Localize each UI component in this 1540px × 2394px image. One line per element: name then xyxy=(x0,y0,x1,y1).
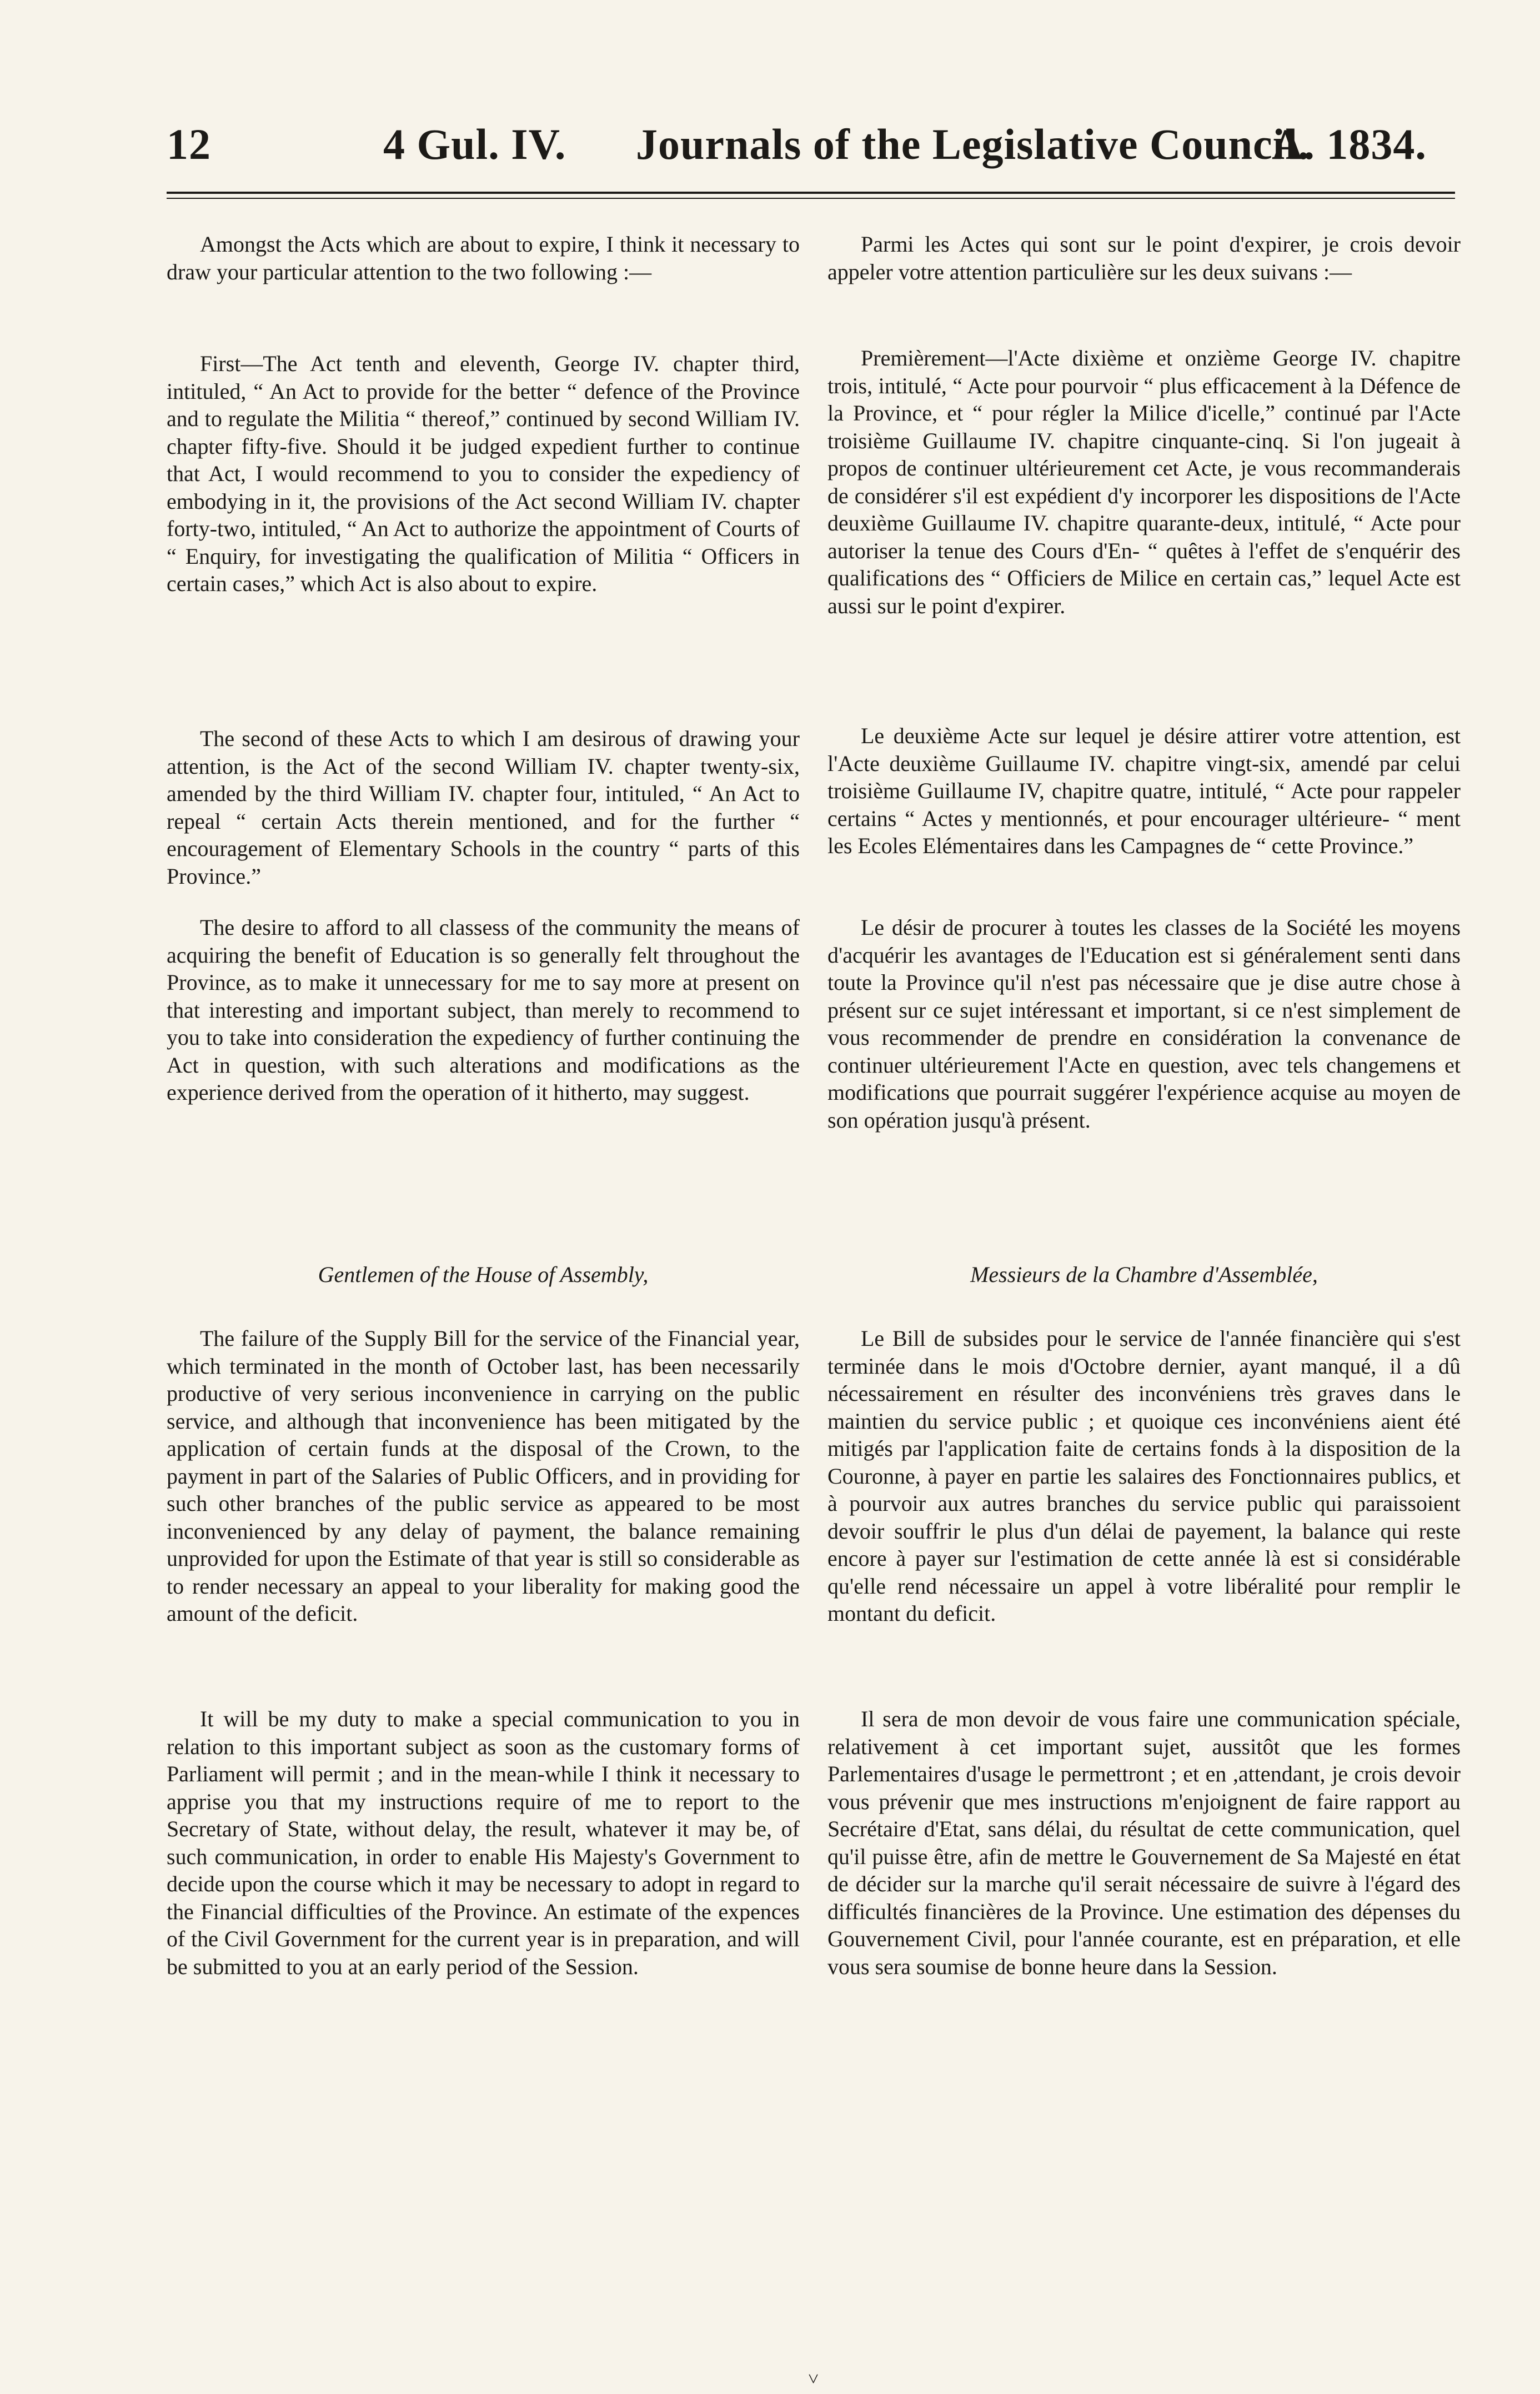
fr-paragraph-education: Le désir de procurer à toutes les classes de la Société les moyens d'acquérir les avantages de l'Education est si généralement senti dans toute la Province qu'il n'est pas nécessaire que je dise autre chose à présent sur ce sujet intéressant et important, si ce n'est simplement de vous recommender de prendre en considération la convenance de continuer ultérieurement l'Acte en question, avec tels changemens et modifications que pourrait suggérer l'expérience acquise au moyen de son opération jusqu'à présent. xyxy=(827,915,1461,1133)
fr-paragraph-schools-act: Le deuxième Acte sur lequel je désire attirer votre attention, est l'Acte deuxième Guillaume IV. chapitre vingt-six, amendé par celui troisième Guillaume IV, chapitre quatre, intitulé, “ Acte pour rappeler certains “ Actes y mentionnés, et pour encourager ultérieure- “ ment les Ecoles Elémentaires dans les Campagnes de “ cette Province.” xyxy=(827,723,1461,858)
en-paragraph-schools-act: The second of these Acts to which I am desirous of drawing your attention, is the Act of the second William IV. chapter twenty-six, amended by the third William IV. chapter four, intituled, “ An Act to repeal “ certain Acts therein mentioned, and for the further “ encouragement of Elementary Schools in the country “ parts of this Province.” xyxy=(167,726,800,889)
fr-paragraph-expiring-acts: Parmi les Actes qui sont sur le point d'expirer, je crois devoir appeler votre attention particulière sur les deux suivans :— xyxy=(827,232,1461,284)
header-rule-thin xyxy=(167,198,1455,199)
printer-mark: ˅ xyxy=(808,2369,819,2390)
page-header xyxy=(167,119,1455,181)
journal-title: Journals of the Legislative Council. xyxy=(636,120,1310,168)
en-paragraph-militia-act: First—The Act tenth and eleventh, George IV. chapter third, intituled, “ An Act to provide for the better “ defence of the Province and to regulate the Militia “ thereof,” continued by second William IV. chapter fifty-five. Should it be judged expedient further to continue that Act, I would recommend to you to consider the expediency of embodying in it, the provisions of the Act second William IV. chapter forty-two, intituled, “ An Act to authorize the appointment of Courts of “ Enquiry, for investigating the qualification of Militia “ Officers in certain cases,” which Act is also about to expire. xyxy=(167,351,800,596)
calendar-year: A. 1834. xyxy=(1272,120,1427,168)
page-number: 12 xyxy=(167,120,211,168)
en-paragraph-special-communication: It will be my duty to make a special communication to you in relation to this important subject as soon as the customary forms of Parliament will permit ; and in the mean-while I think it necessary to apprise you that my instructions require of me to report to the Secretary of State, without delay, the result, whatever it may be, of such communication, in order to enable His Majesty's Government to decide upon the course which it may be necessary to adopt in regard to the Financial difficulties of the Province. An estimate of the expences of the Civil Government for the current year is in preparation, and will be submitted to you at an early period of the Session. xyxy=(167,1706,800,1979)
en-paragraph-expiring-acts: Amongst the Acts which are about to expire, I think it necessary to draw your particular attention to the two following :— xyxy=(167,232,800,284)
en-heading-house-of-assembly: Gentlemen of the House of Assembly, xyxy=(318,1262,649,1287)
fr-paragraph-militia-act: Premièrement—l'Acte dixième et onzième George IV. chapitre trois, intitulé, “ Acte pour pourvoir “ plus efficacement à la Défence de la Province, et “ pour régler la Milice d'icelle,” continué par l'Acte troisième Guillaume IV. chapitre cinquante-cinq. Si l'on jugeait à propos de continuer ultérieurement cet Acte, je vous recommanderais de considérer s'il est expédient d'y incorporer les dispositions de l'Acte deuxième Guillaume IV. chapitre quarante-deux, intitulé, “ Acte pour autoriser la tenue des Cours d'En- “ quêtes à l'effet de s'enquérir des qualifications des “ Officiers de Milice en certain cas,” lequel Acte est aussi sur le point d'expirer. xyxy=(827,345,1461,618)
en-paragraph-education: The desire to afford to all classess of the community the means of acquiring the benefit of Education is so generally felt throughout the Province, as to make it unnecessary for me to say more at present on that interesting and important subject, than merely to recommend to you to take into consideration the expediency of further continuing the Act in question, with such alterations and modifications as the experience derived from the operation of it hitherto, may suggest. xyxy=(167,915,800,1105)
fr-paragraph-special-communication: Il sera de mon devoir de vous faire une communication spéciale, relativement à cet important sujet, aussitôt que les formes Parlementaires d'usage le permettront ; et en ,attendant, je crois devoir vous prévenir que mes instructions m'enjoignent de faire rapport au Secrétaire d'Etat, sans délai, du résultat de cette communication, quel qu'il puisse être, afin de mettre le Gouvernement de Sa Majesté en état de décider sur la marche qu'il serait nécessaire de suivre à l'égard des difficultés financières de la Province. Une estimation des dépenses du Gouvernement Civil, pour l'année courante, est en préparation, et elle vous sera soumise de bonne heure dans la Session. xyxy=(827,1706,1461,1979)
regnal-year: 4 Gul. IV. xyxy=(383,120,566,168)
fr-paragraph-supply-bill: Le Bill de subsides pour le service de l'année financière qui s'est terminée dans le mois d'Octobre dernier, ayant manqué, il a dû nécessairement en résulter des inconvéniens très graves dans le maintien du service public ; et quoique ces inconvéniens aient été mitigés par l'application faite de certains fonds à la disposition de la Couronne, à payer en partie les salaires des Fonctionnaires publics, et à pourvoir aux autres branches du service public qui paraissoient devoir souffrir le plus d'un délai de payement, la balance qui reste encore à payer sur l'estimation de cette année là est si considérable qu'elle rend nécessaire un appel à votre libéralité pour remplir le montant du deficit. xyxy=(827,1326,1461,1626)
en-paragraph-supply-bill: The failure of the Supply Bill for the service of the Financial year, which terminated in the month of October last, has been necessarily productive of very serious inconvenience in carrying on the public service, and although that inconvenience has been mitigated by the application of certain funds at the disposal of the Crown, to the payment in part of the Salaries of Public Officers, and in providing for such other branches of the public service as appeared to be most inconvenienced by any delay of payment, the balance remaining unprovided for upon the Estimate of that year is still so considerable as to render necessary an appeal to your liberality for making good the amount of the deficit. xyxy=(167,1326,800,1626)
fr-heading-chambre-assemblee: Messieurs de la Chambre d'Assemblée, xyxy=(970,1262,1318,1287)
header-rule-thick xyxy=(167,192,1455,194)
